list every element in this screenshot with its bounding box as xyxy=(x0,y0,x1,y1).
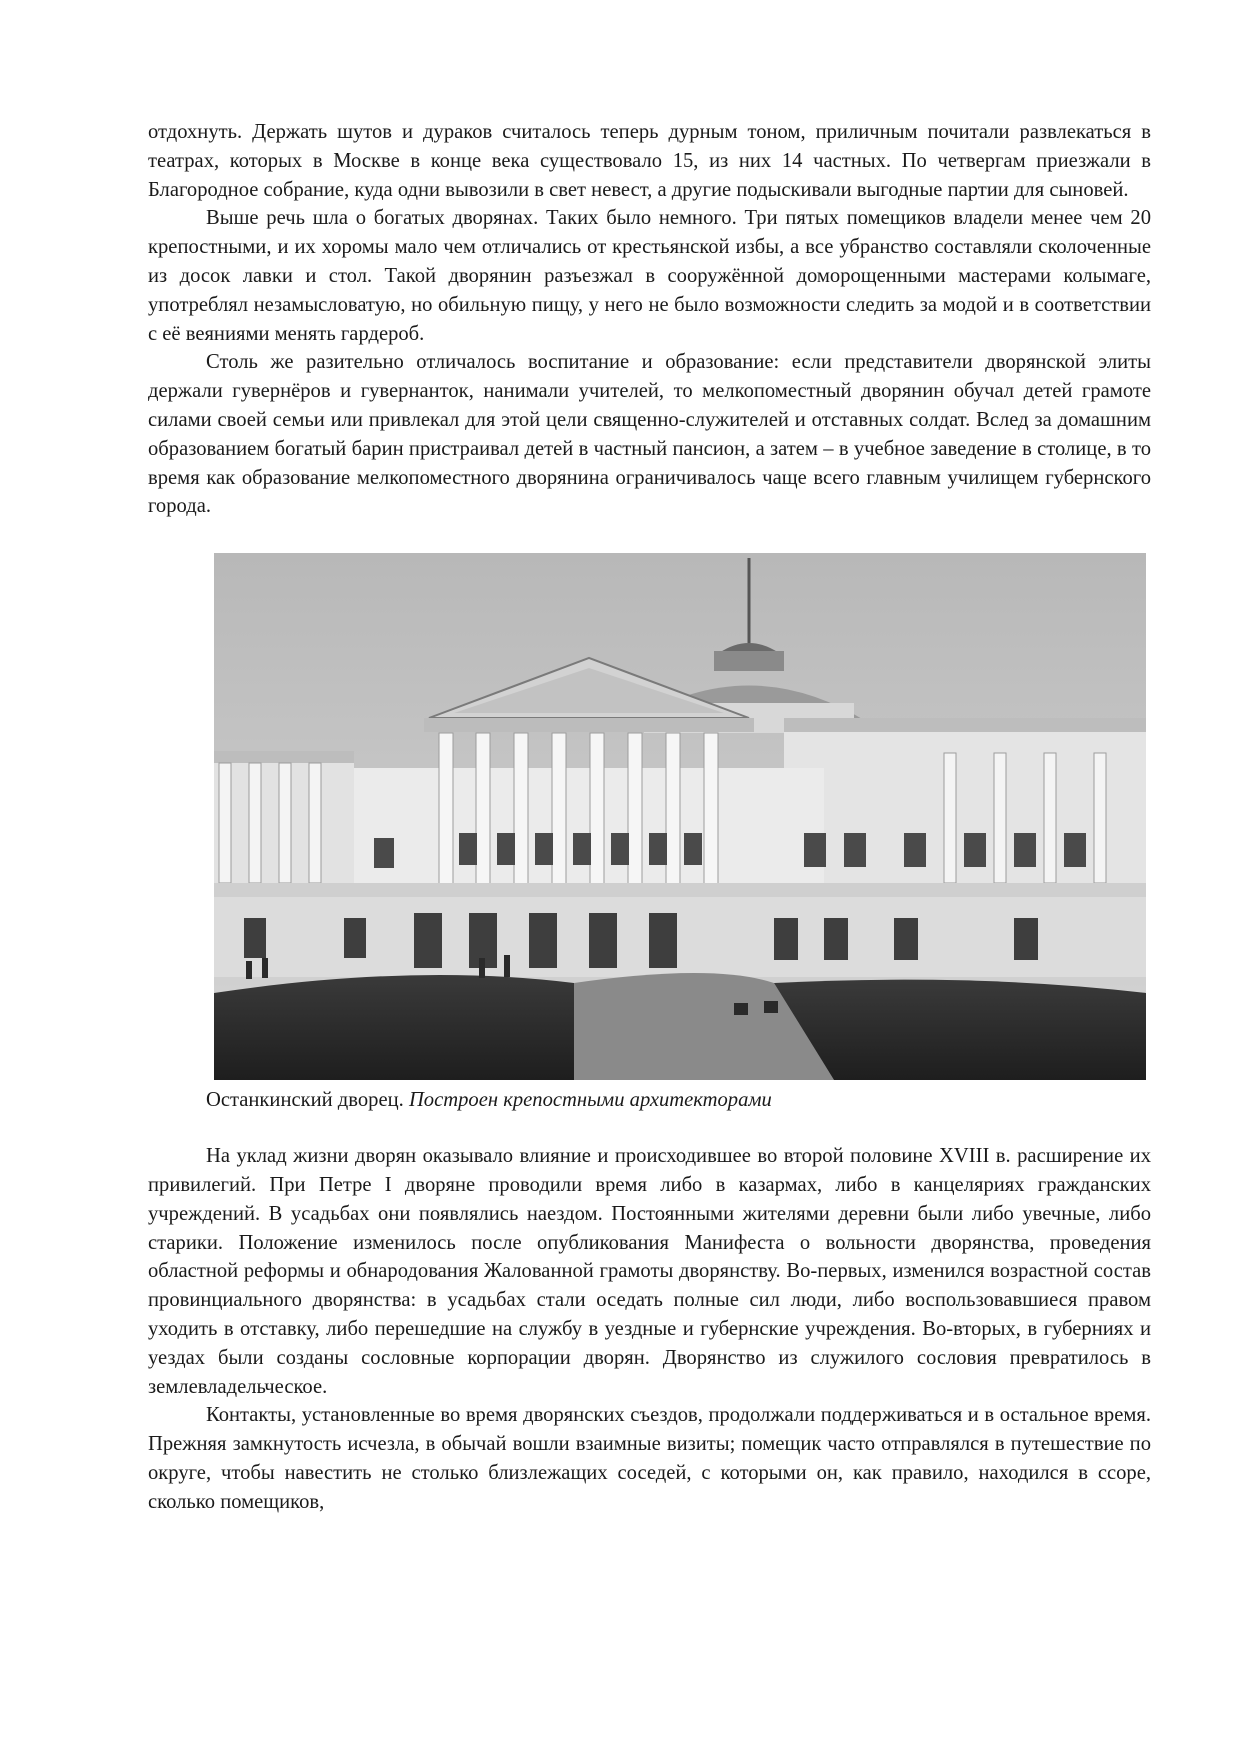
ostankino-palace-photo xyxy=(214,553,1146,1080)
spacer xyxy=(148,1114,1151,1142)
caption-title: Останкинский дворец. xyxy=(206,1089,404,1112)
paragraph-4: На уклад жизни дворян оказывало влияние и происходившее во второй половине XVIII в. расширение их привилегий. При Петре I дворяне проводили время либо в казармах, либо в канцеляриях гражданских учреждений. В усадьбах они появлялись наездом. Постоянными жителями деревни были либо увечные, либо старики. Положение изменилось после опубликования Манифеста о вольности дворянства, проведения областной реформы и обнародования Жалованной грамоты дворянству. Во-первых, изменился возрастной состав провинциального дворянства: в усадьбах стали оседать полные сил люди, либо воспользовавшиеся правом уходить в отставку, либо перешедшие на службу в уездные и губернские учреждения. Во-вторых, в губерниях и уездах были созданы сословные корпорации дворян. Дворянство из служилого сословия превратилось в землевладельческое. xyxy=(148,1145,1151,1398)
paragraph-3: Столь же разительно отличалось воспитание и образование: если представители дворянской элиты держали гувернёров и гувернанток, нанимали учителей, то мелкопоместный дворянин обучал детей грамоте силами своей семьи или привлекал для этой цели священно-служителей и отставных солдат. Вслед за домашним образованием богатый барин пристраивал детей в частный пансион, а затем – в учебное заведение в столице, в то время как образование мелкопоместного дворянина ограничивалось чаще всего главным училищем губернского города. xyxy=(148,351,1151,518)
caption-subtitle: Построен крепостными архитекторами xyxy=(408,1089,772,1112)
paragraph-1: отдохнуть. Держать шутов и дураков считалось теперь дурным тоном, приличным почитали развлекаться в театрах, которых в Москве в конце века существовало 15, из них 14 частных. По четвергам приезжали в Благородное собрание, куда одни вывозили в свет невест, а другие подыскивали выгодные партии для сыновей. xyxy=(148,121,1151,201)
figure-caption xyxy=(206,1086,1151,1114)
paragraph-5: Контакты, установленные во время дворянских съездов, продолжали поддерживаться и в остальное время. Прежняя замкнутость исчезла, в обычай вошли взаимные визиты; помещик часто отправлялся в путешествие по округе, чтобы навестить не столько близлежащих соседей, с которыми он, как правило, находился в ссоре, сколько помещиков, xyxy=(148,1404,1151,1513)
document-page xyxy=(148,118,1151,1517)
paragraph-2: Выше речь шла о богатых дворянах. Таких было немного. Три пятых помещиков владели менее чем 20 крепостными, и их хоромы мало чем отличались от крестьянской избы, а все убранство составляли сколоченные из досок лавки и стол. Такой дворянин разъезжал в сооружённой доморощенными мастерами колымаге, употреблял незамысловатую, но обильную пищу, у него не было возможности следить за модой и в соответствии с её веяниями менять гардероб. xyxy=(148,207,1151,345)
